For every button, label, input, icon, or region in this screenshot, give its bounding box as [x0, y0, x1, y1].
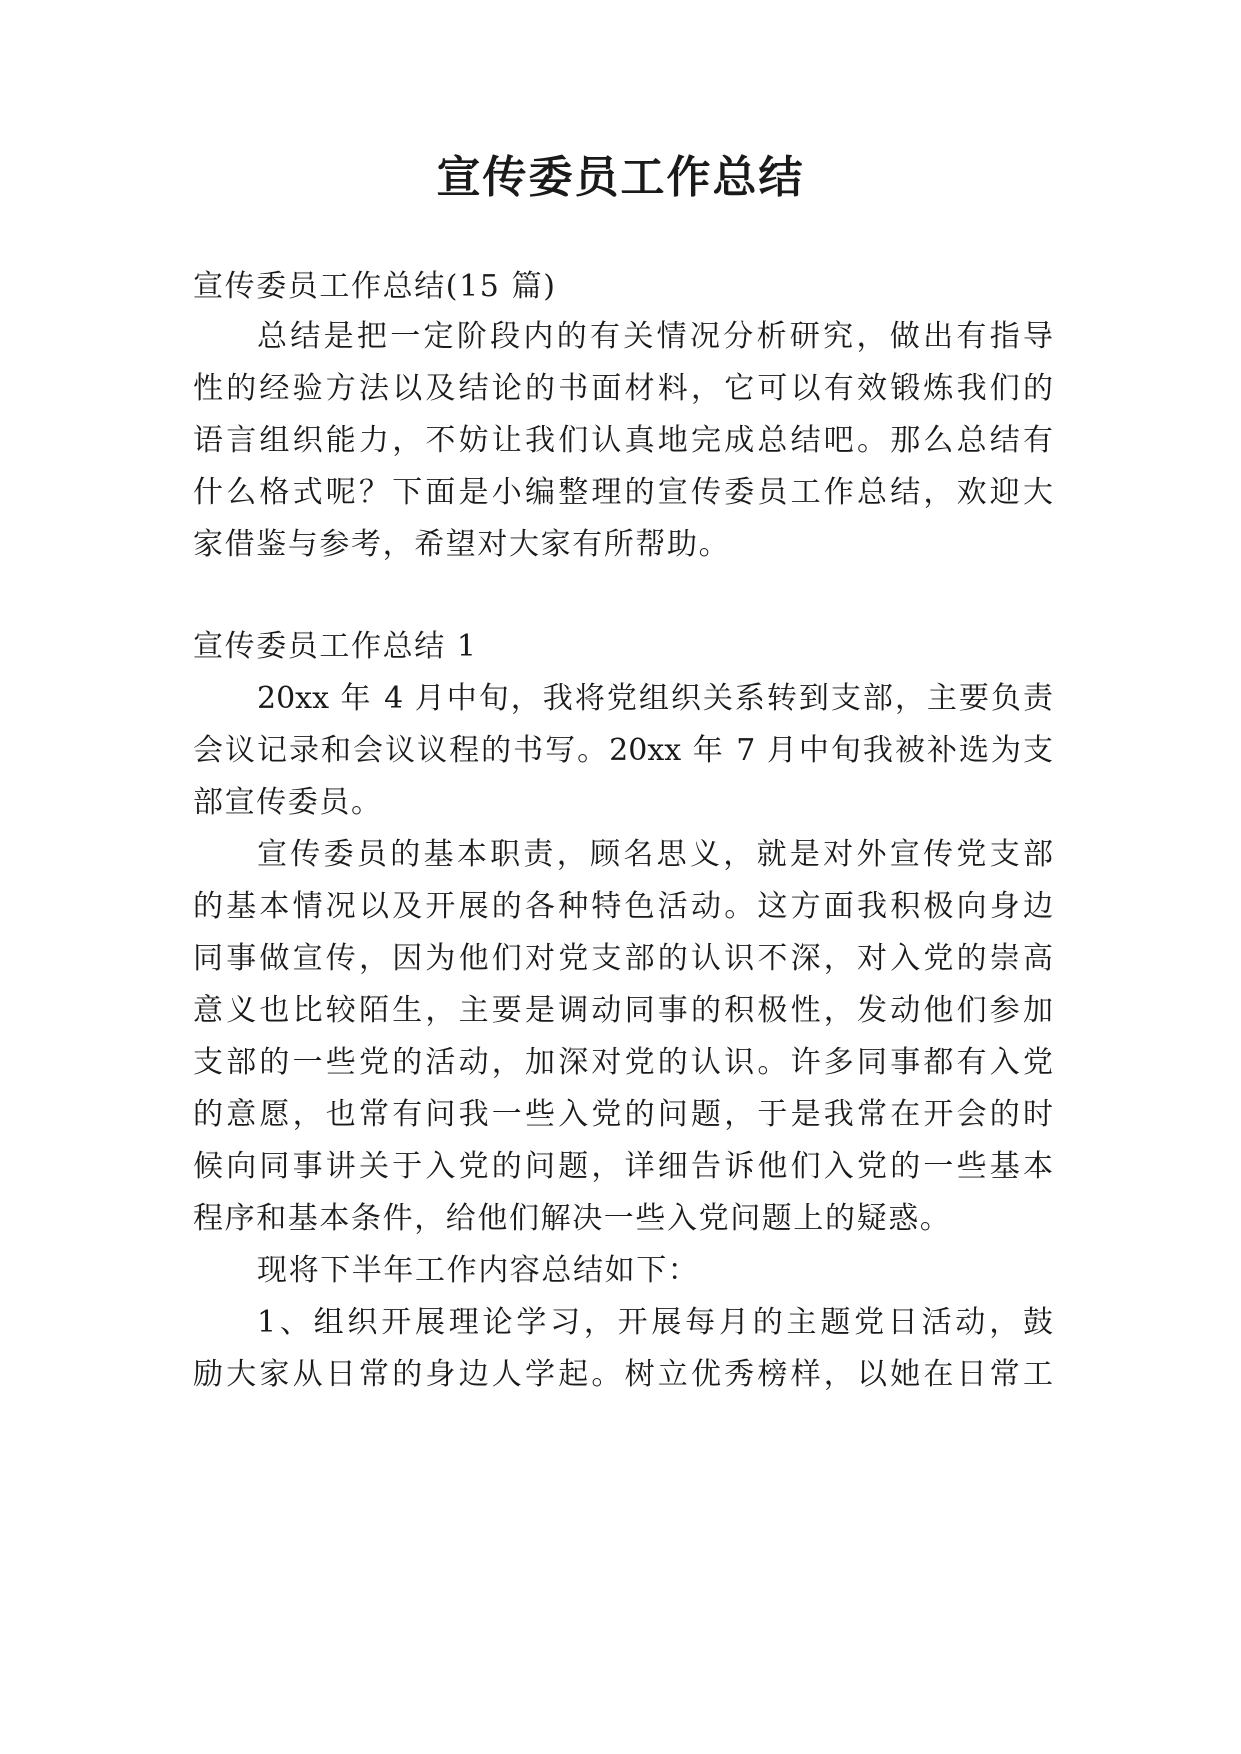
- document-subtitle: 宣传委员工作总结(15 篇): [193, 269, 557, 304]
- paragraph-line: 现将下半年工作内容总结如下：: [257, 1253, 700, 1288]
- paragraph-line: 候向同事讲关于入党的问题，详细告诉他们入党的一些基本: [193, 1149, 1053, 1184]
- paragraph-line: 的意愿，也常有问我一些入党的问题，于是我常在开会的时: [193, 1097, 1053, 1132]
- paragraph-line: 20xx 年 4 月中旬，我将党组织关系转到支部，主要负责: [257, 681, 1053, 716]
- paragraph-line: 的基本情况以及开展的各种特色活动。这方面我积极向身边: [193, 889, 1053, 924]
- intro-line: 语言组织能力，不妨让我们认真地完成总结吧。那么总结有: [193, 423, 1053, 458]
- paragraph-line: 宣传委员的基本职责，顾名思义，就是对外宣传党支部: [257, 837, 1053, 872]
- paragraph-line: 励大家从日常的身边人学起。树立优秀榜样，以她在日常工: [193, 1357, 1053, 1392]
- section-heading: 宣传委员工作总结 1: [193, 629, 478, 664]
- intro-line: 什么格式呢？下面是小编整理的宣传委员工作总结，欢迎大: [193, 475, 1053, 510]
- paragraph-line: 同事做宣传，因为他们对党支部的认识不深，对入党的崇高: [193, 941, 1053, 976]
- paragraph-line: 支部的一些党的活动，加深对党的认识。许多同事都有入党: [193, 1045, 1053, 1080]
- intro-line: 总结是把一定阶段内的有关情况分析研究，做出有指导: [257, 319, 1053, 354]
- paragraph-line: 程序和基本条件，给他们解决一些入党问题上的疑惑。: [193, 1201, 952, 1236]
- document-title: 宣传委员工作总结: [436, 152, 805, 203]
- intro-line: 家借鉴与参考，希望对大家有所帮助。: [193, 527, 731, 562]
- paragraph-line: 会议记录和会议议程的书写。20xx 年 7 月中旬我被补选为支: [193, 733, 1053, 768]
- paragraph-line: 部宣传委员。: [193, 785, 383, 820]
- paragraph-line: 1、组织开展理论学习，开展每月的主题党日活动，鼓: [257, 1305, 1053, 1340]
- paragraph-line: 意义也比较陌生，主要是调动同事的积极性，发动他们参加: [193, 993, 1053, 1028]
- intro-line: 性的经验方法以及结论的书面材料，它可以有效锻炼我们的: [193, 371, 1053, 406]
